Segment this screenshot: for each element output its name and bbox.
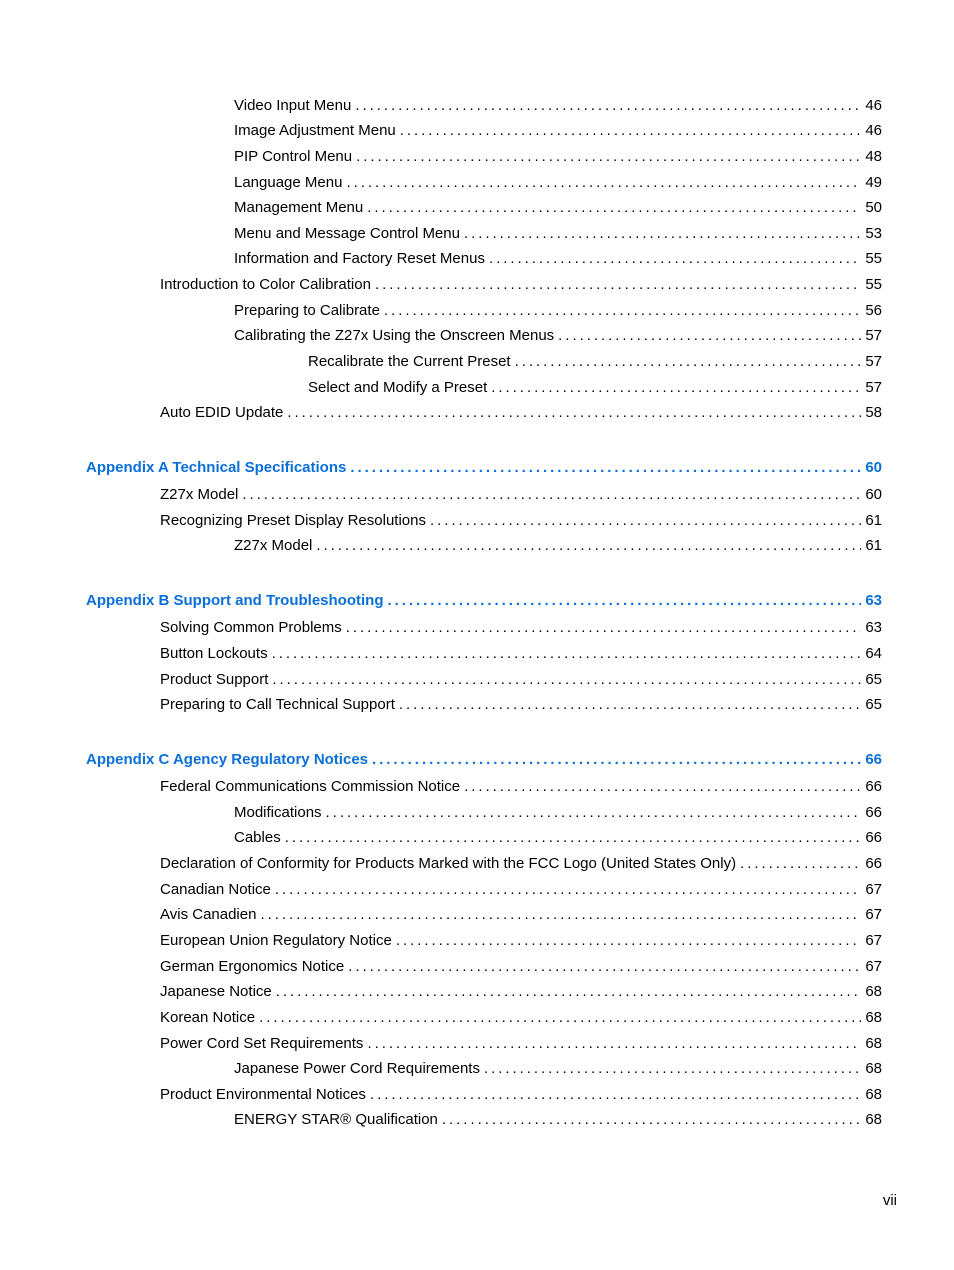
toc-entry[interactable] xyxy=(160,275,882,295)
toc-entry-title: Federal Communications Commission Notice xyxy=(160,778,461,795)
toc-appendix-heading[interactable] xyxy=(86,750,882,770)
toc-entry[interactable] xyxy=(160,403,882,423)
dot-leader xyxy=(259,1008,861,1028)
dot-leader xyxy=(367,1034,861,1054)
dot-leader xyxy=(276,982,862,1002)
toc-entry[interactable] xyxy=(308,352,882,372)
dot-leader xyxy=(272,644,862,664)
toc-entry-title: Z27x Model xyxy=(234,537,313,554)
toc-entry-page: 63 xyxy=(865,592,882,609)
toc-entry[interactable] xyxy=(160,670,882,690)
dot-leader xyxy=(326,803,862,823)
dot-leader xyxy=(275,880,861,900)
toc-entry-page: 68 xyxy=(865,983,882,1000)
toc-entry[interactable] xyxy=(234,147,882,167)
toc-entry-page: 66 xyxy=(865,751,882,768)
toc-entry-title: Recognizing Preset Display Resolutions xyxy=(160,512,426,529)
toc-entry-page: 49 xyxy=(865,174,882,191)
dot-leader xyxy=(272,670,861,690)
dot-leader xyxy=(242,485,861,505)
toc-entry-page: 67 xyxy=(865,881,882,898)
toc-entry-title: Recalibrate the Current Preset xyxy=(308,353,511,370)
toc-entry[interactable] xyxy=(234,326,882,346)
dot-leader xyxy=(384,301,861,321)
toc-entry-page: 60 xyxy=(865,459,882,476)
toc-entry-page: 50 xyxy=(865,199,882,216)
toc-entry[interactable] xyxy=(160,957,882,977)
dot-leader xyxy=(740,854,861,874)
toc-entry[interactable] xyxy=(234,173,882,193)
toc-entry[interactable] xyxy=(160,854,882,874)
toc-entry-title: Z27x Model xyxy=(160,486,239,503)
toc-entry-title: Product Environmental Notices xyxy=(160,1086,366,1103)
toc-entry-page: 67 xyxy=(865,932,882,949)
toc-entry[interactable] xyxy=(234,301,882,321)
toc-entry-title: ENERGY STAR® Qualification xyxy=(234,1111,438,1128)
toc-entry-page: 66 xyxy=(865,778,882,795)
toc-entry[interactable] xyxy=(160,618,882,638)
dot-leader xyxy=(346,173,861,193)
toc-entry[interactable] xyxy=(160,1034,882,1054)
toc-entry-page: 68 xyxy=(865,1111,882,1128)
toc-entry[interactable] xyxy=(160,880,882,900)
toc-entry-title: Button Lockouts xyxy=(160,645,268,662)
toc-entry[interactable] xyxy=(160,644,882,664)
toc-entry[interactable] xyxy=(308,378,882,398)
toc-entry[interactable] xyxy=(160,982,882,1002)
toc-entry[interactable] xyxy=(160,485,882,505)
toc-entry-title: Modifications xyxy=(234,804,322,821)
dot-leader xyxy=(464,777,861,797)
toc-entry-title: Management Menu xyxy=(234,199,364,216)
toc-entry[interactable] xyxy=(234,828,882,848)
dot-leader xyxy=(464,224,861,244)
toc-entry[interactable] xyxy=(160,695,882,715)
toc-entry-page: 66 xyxy=(865,804,882,821)
toc-entry[interactable] xyxy=(160,931,882,951)
dot-leader xyxy=(370,1085,861,1105)
dot-leader xyxy=(375,275,861,295)
dot-leader xyxy=(367,198,861,218)
toc-entry-title: Auto EDID Update xyxy=(160,404,284,421)
toc-entry-title: PIP Control Menu xyxy=(234,148,353,165)
toc-entry[interactable] xyxy=(160,777,882,797)
dot-leader xyxy=(355,96,861,116)
toc-entry[interactable] xyxy=(234,198,882,218)
toc-entry-page: 66 xyxy=(865,829,882,846)
toc-entry-page: 68 xyxy=(865,1009,882,1026)
toc-entry-title: Power Cord Set Requirements xyxy=(160,1035,364,1052)
dot-leader xyxy=(287,403,861,423)
toc-entry-page: 68 xyxy=(865,1086,882,1103)
toc-entry-page: 61 xyxy=(865,512,882,529)
toc-entry-page: 53 xyxy=(865,225,882,242)
dot-leader xyxy=(484,1059,861,1079)
toc-entry-title: Cables xyxy=(234,829,281,846)
toc-entry-title: German Ergonomics Notice xyxy=(160,958,345,975)
toc-entry-page: 60 xyxy=(865,486,882,503)
toc-entry-page: 65 xyxy=(865,696,882,713)
toc-entry-title: Product Support xyxy=(160,671,269,688)
toc-entry-title: Preparing to Calibrate xyxy=(234,302,380,319)
toc-appendix-heading[interactable] xyxy=(86,458,882,478)
toc-entry[interactable] xyxy=(160,1008,882,1028)
toc-entry[interactable] xyxy=(234,1059,882,1079)
toc-entry-title: Image Adjustment Menu xyxy=(234,122,396,139)
dot-leader xyxy=(491,378,861,398)
dot-leader xyxy=(399,695,861,715)
toc-entry-title: Introduction to Color Calibration xyxy=(160,276,371,293)
toc-entry-title: Declaration of Conformity for Products Marked with the FCC Logo (United States Only) xyxy=(160,855,737,872)
toc-entry-title: Korean Notice xyxy=(160,1009,256,1026)
dot-leader xyxy=(285,828,862,848)
toc-entry-title: Japanese Notice xyxy=(160,983,272,1000)
toc-entry-title: Preparing to Call Technical Support xyxy=(160,696,395,713)
toc-entry-page: 55 xyxy=(865,250,882,267)
toc-entry-title: European Union Regulatory Notice xyxy=(160,932,392,949)
toc-entry-page: 57 xyxy=(865,379,882,396)
toc-entry[interactable] xyxy=(234,803,882,823)
toc-entry[interactable] xyxy=(160,905,882,925)
toc-entry-title: Language Menu xyxy=(234,174,343,191)
dot-leader xyxy=(558,326,861,346)
toc-entry[interactable] xyxy=(234,249,882,269)
toc-entry-page: 61 xyxy=(865,537,882,554)
toc-entry[interactable] xyxy=(160,1085,882,1105)
toc-entry-page: 64 xyxy=(865,645,882,662)
toc-entry[interactable] xyxy=(234,536,882,556)
toc-entry-page: 65 xyxy=(865,671,882,688)
toc-entry-page: 68 xyxy=(865,1035,882,1052)
toc-entry-page: 57 xyxy=(865,353,882,370)
toc-entry-page: 48 xyxy=(865,148,882,165)
toc-entry-title: Japanese Power Cord Requirements xyxy=(234,1060,480,1077)
toc-entry-title: Canadian Notice xyxy=(160,881,271,898)
toc-entry-page: 55 xyxy=(865,276,882,293)
dot-leader xyxy=(515,352,862,372)
dot-leader xyxy=(348,957,861,977)
toc-entry-page: 67 xyxy=(865,906,882,923)
toc-entry[interactable] xyxy=(234,96,882,116)
toc-appendix-heading[interactable] xyxy=(86,591,882,611)
toc-entry-title: Appendix A Technical Specifications xyxy=(86,459,347,476)
dot-leader xyxy=(396,931,862,951)
toc-entry[interactable] xyxy=(234,1110,882,1130)
toc-entry-title: Video Input Menu xyxy=(234,97,352,114)
toc-entry-page: 46 xyxy=(865,97,882,114)
toc-entry-page: 66 xyxy=(865,855,882,872)
toc-entry-page: 56 xyxy=(865,302,882,319)
toc-entry-title: Appendix C Agency Regulatory Notices xyxy=(86,751,368,768)
page-number: vii xyxy=(882,1192,897,1209)
toc-entry-page: 58 xyxy=(865,404,882,421)
toc-entry-title: Calibrating the Z27x Using the Onscreen Menus xyxy=(234,327,555,344)
toc-entry[interactable] xyxy=(160,511,882,531)
toc-entry-title: Menu and Message Control Menu xyxy=(234,225,460,242)
dot-leader xyxy=(387,591,861,611)
toc-entry-title: Appendix B Support and Troubleshooting xyxy=(86,592,384,609)
dot-leader xyxy=(350,458,861,478)
dot-leader xyxy=(260,905,861,925)
toc-entry-page: 57 xyxy=(865,327,882,344)
dot-leader xyxy=(430,511,861,531)
dot-leader xyxy=(316,536,861,556)
dot-leader xyxy=(346,618,862,638)
dot-leader xyxy=(372,750,861,770)
toc-entry-title: Select and Modify a Preset xyxy=(308,379,488,396)
toc-entry[interactable] xyxy=(234,121,882,141)
toc-entry-title: Information and Factory Reset Menus xyxy=(234,250,485,267)
toc-entry-page: 67 xyxy=(865,958,882,975)
toc-entry-page: 46 xyxy=(865,122,882,139)
toc-entry-page: 63 xyxy=(865,619,882,636)
dot-leader xyxy=(356,147,861,167)
toc-entry[interactable] xyxy=(234,224,882,244)
dot-leader xyxy=(442,1110,861,1130)
dot-leader xyxy=(489,249,861,269)
toc-entry-title: Solving Common Problems xyxy=(160,619,342,636)
toc-entry-page: 68 xyxy=(865,1060,882,1077)
toc-entry-title: Avis Canadien xyxy=(160,906,257,923)
dot-leader xyxy=(400,121,862,141)
